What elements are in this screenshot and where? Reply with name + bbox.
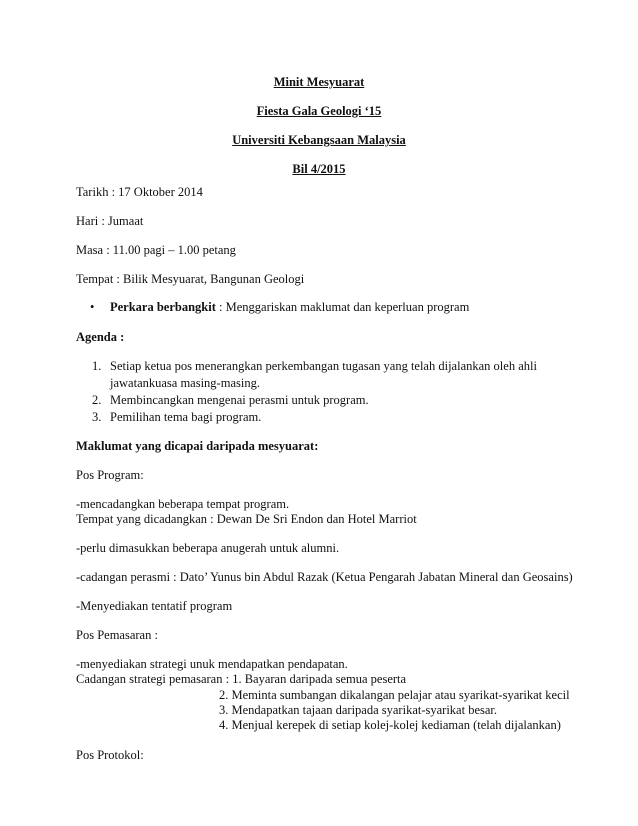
perkara-text: : Menggariskan maklumat dan keperluan program (215, 300, 470, 314)
pos-program-line: -cadangan perasmi : Dato’ Yunus bin Abdul Razak (Ketua Pengarah Jabatan Mineral dan Geosains) (76, 570, 573, 584)
pos-program-line: -perlu dimasukkan beberapa anugerah untuk alumni. (76, 541, 340, 555)
pos-protokol-heading: Pos Protokol: (76, 748, 144, 762)
agenda-item-text: Setiap ketua pos menerangkan perkembangan tugasan yang telah dijalankan oleh ahli (110, 359, 537, 373)
document-title: Minit Mesyuarat (273, 75, 365, 89)
agenda-item-number: 3. (92, 410, 102, 424)
pos-program-line: Tempat yang dicadangkan : Dewan De Sri Endon dan Hotel Marriot (76, 512, 417, 526)
strategy-item: 2. Meminta sumbangan dikalangan pelajar atau syarikat-syarikat kecil (219, 688, 570, 702)
strategy-item: 3. Mendapatkan tajaan daripada syarikat-syarikat besar. (219, 703, 498, 717)
pos-program-heading: Pos Program: (76, 468, 144, 482)
agenda-item-text: Pemilihan tema bagi program. (110, 410, 262, 424)
pos-pemasaran-line: -menyediakan strategi unuk mendapatkan pendapatan. (76, 657, 348, 671)
agenda-item-text-continued: jawatankuasa masing-masing. (110, 376, 260, 390)
tempat-line: Tempat : Bilik Mesyuarat, Bangunan Geologi (76, 272, 305, 286)
agenda-item-text: Membincangkan mengenai perasmi untuk program. (110, 393, 369, 407)
bil-number: Bil 4/2015 (292, 162, 346, 176)
tarikh-line: Tarikh : 17 Oktober 2014 (76, 185, 203, 199)
agenda-item-number: 1. (92, 359, 102, 373)
university-title: Universiti Kebangsaan Malaysia (232, 133, 406, 147)
pos-program-line: -mencadangkan beberapa tempat program. (76, 497, 290, 511)
masa-line: Masa : 11.00 pagi – 1.00 petang (76, 243, 236, 257)
bullet-marker: • (90, 300, 95, 314)
maklumat-heading: Maklumat yang dicapai daripada mesyuarat: (76, 439, 319, 453)
event-title: Fiesta Gala Geologi ‘15 (256, 104, 382, 118)
perkara-line (110, 300, 469, 315)
pos-program-line: -Menyediakan tentatif program (76, 599, 233, 613)
agenda-heading: Agenda : (76, 330, 125, 344)
agenda-item-number: 2. (92, 393, 102, 407)
hari-line: Hari : Jumaat (76, 214, 144, 228)
strategy-item: 4. Menjual kerepek di setiap kolej-kolej kediaman (telah dijalankan) (219, 718, 561, 732)
pos-pemasaran-line: Cadangan strategi pemasaran : 1. Bayaran daripada semua peserta (76, 672, 407, 686)
perkara-label: Perkara berbangkit (110, 300, 216, 314)
pos-pemasaran-heading: Pos Pemasaran : (76, 628, 158, 642)
